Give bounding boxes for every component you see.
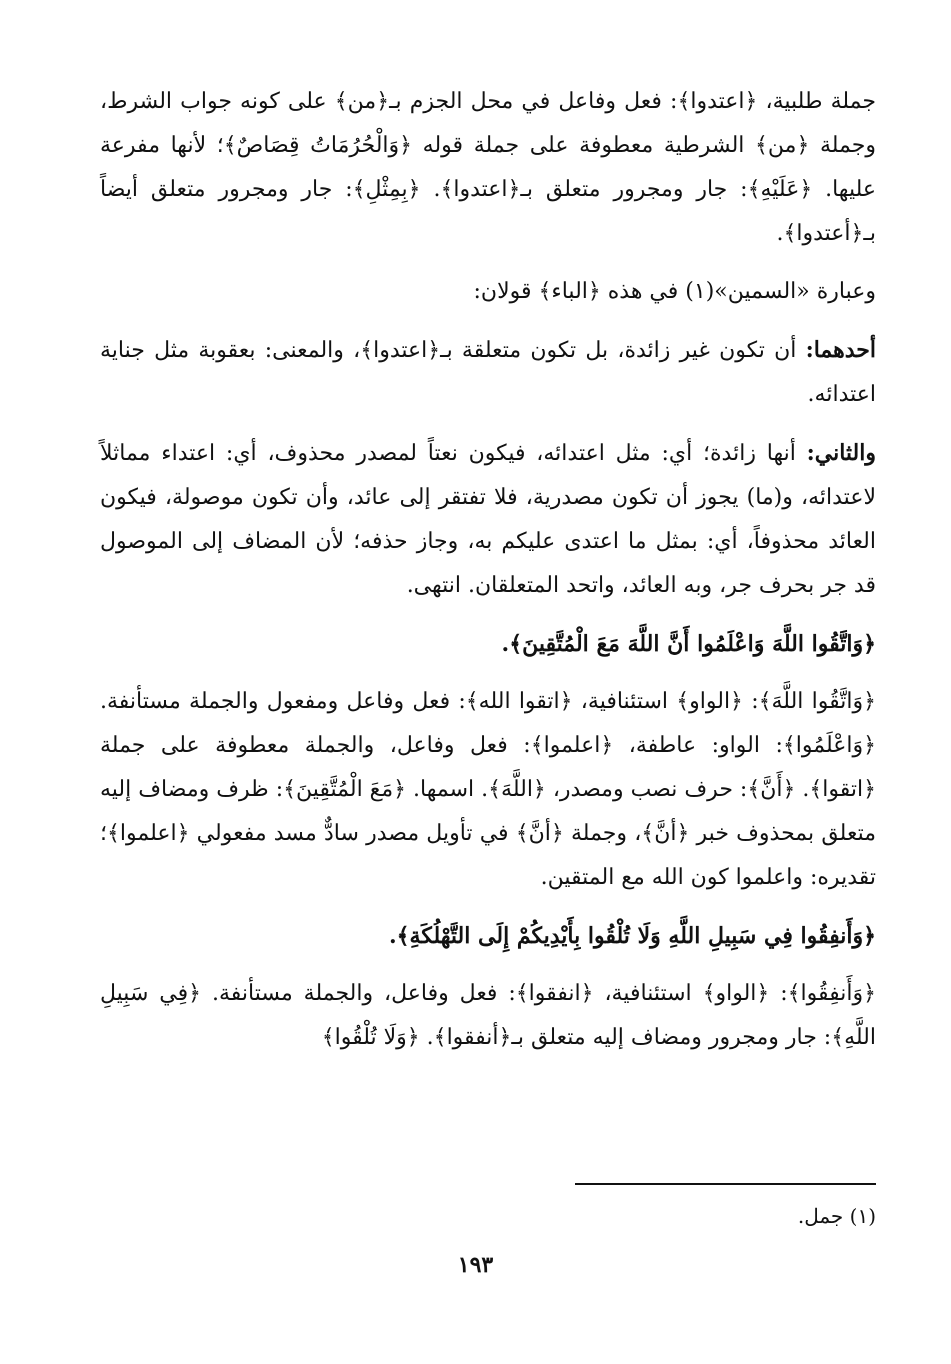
paragraph-verse-taqwa-analysis: ﴿وَاتَّقُوا اللَّهَ﴾: ﴿الواو﴾ استئنافية، ﴿اتقوا الله﴾: فعل وفاعل ومفعول والجملة مستأنفة. ﴿وَاعْلَمُوا﴾: الواو: عاطفة، ﴿اعلموا﴾: فعل وفاعل، والجملة معطوفة على جملة ﴿اتقوا﴾. ﴿أَنَّ﴾: حرف نصب ومصدر، ﴿اللَّهَ﴾. اسمها. ﴿مَعَ الْمُتَّقِينَ﴾: ظرف ومضاف إليه متعلق بمحذوف خبر ﴿أنَّ﴾، وجملة ﴿أنَّ﴾ في تأويل مصدر سادٌّ مسد مفعولي ﴿اعلموا﴾؛ تقديره: واعلموا كون الله مع المتقين. <box>100 689 876 890</box>
page-number: ١٩٣ <box>457 1252 494 1278</box>
footnote: (١) جمل. <box>797 1204 876 1228</box>
quran-verse-infaq: ﴿وَأَنفِقُوا فِي سَبِيلِ اللَّهِ وَلَا تُلْقُوا بِأَيْدِيكُمْ إِلَى التَّهْلُكَةِ﴾. <box>389 923 876 949</box>
paragraph-second-opinion <box>100 431 876 608</box>
paragraph-first-opinion <box>100 328 876 417</box>
paragraph-samin-quote: وعبارة «السمين»(١) في هذه ﴿الباء﴾ قولان: <box>473 279 876 304</box>
footnote-divider <box>575 1183 876 1185</box>
second-opinion-text: أنها زائدة؛ أي: مثل اعتدائه، فيكون نعتاً لمصدر محذوف، أي: اعتداء مماثلاً لاعتدائه، و(ما) يجوز أن تكون مصدرية، فلا تفتقر إلى عائد، وأن تكون موصولة، فيكون العائد محذوفاً، أي: بمثل ما اعتدى عليكم به، وجاز حذفه؛ لأن المضاف إلى الموصول قد جر بحرف جر، وبه العائد، واتحد المتعلقان. انتهى. <box>100 441 876 598</box>
first-opinion-heading: أحدهما: <box>805 337 876 363</box>
paragraph-grammar-analysis: جملة طلبية، ﴿اعتدوا﴾: فعل وفاعل في محل الجزم بـ﴿من﴾ على كونه جواب الشرط، وجملة ﴿من﴾ الشرطية معطوفة على جملة قوله ﴿وَالْحُرُمَاتُ قِصَاصٌ﴾؛ لأنها مفرعة عليها. ﴿عَلَيْهِ﴾: جار ومجرور متعلق بـ﴿اعتدوا﴾. ﴿بِمِثْلِ﴾: جار ومجرور متعلق أيضاً بـ﴿أعتدوا﴾. <box>100 89 877 246</box>
paragraph-verse-infaq-analysis: ﴿وَأَنفِقُوا﴾: ﴿الواو﴾ استئنافية، ﴿انفقوا﴾: فعل وفاعل، والجملة مستأنفة. ﴿فِي سَبِيلِ اللَّهِ﴾: جار ومجرور ومضاف إليه متعلق بـ﴿أنفقوا﴾. ﴿وَلَا تُلْقُوا﴾ <box>100 981 876 1050</box>
second-opinion-heading: والثاني: <box>806 440 876 466</box>
quran-verse-taqwa: ﴿وَاتَّقُوا اللَّهَ وَاعْلَمُوا أَنَّ اللَّهَ مَعَ الْمُتَّقِينَ﴾. <box>501 631 876 657</box>
first-opinion-text: أن تكون غير زائدة، بل تكون متعلقة بـ﴿اعتدوا﴾، والمعنى: بعقوبة مثل جناية اعتدائه. <box>100 338 876 407</box>
page-body <box>100 80 876 1070</box>
